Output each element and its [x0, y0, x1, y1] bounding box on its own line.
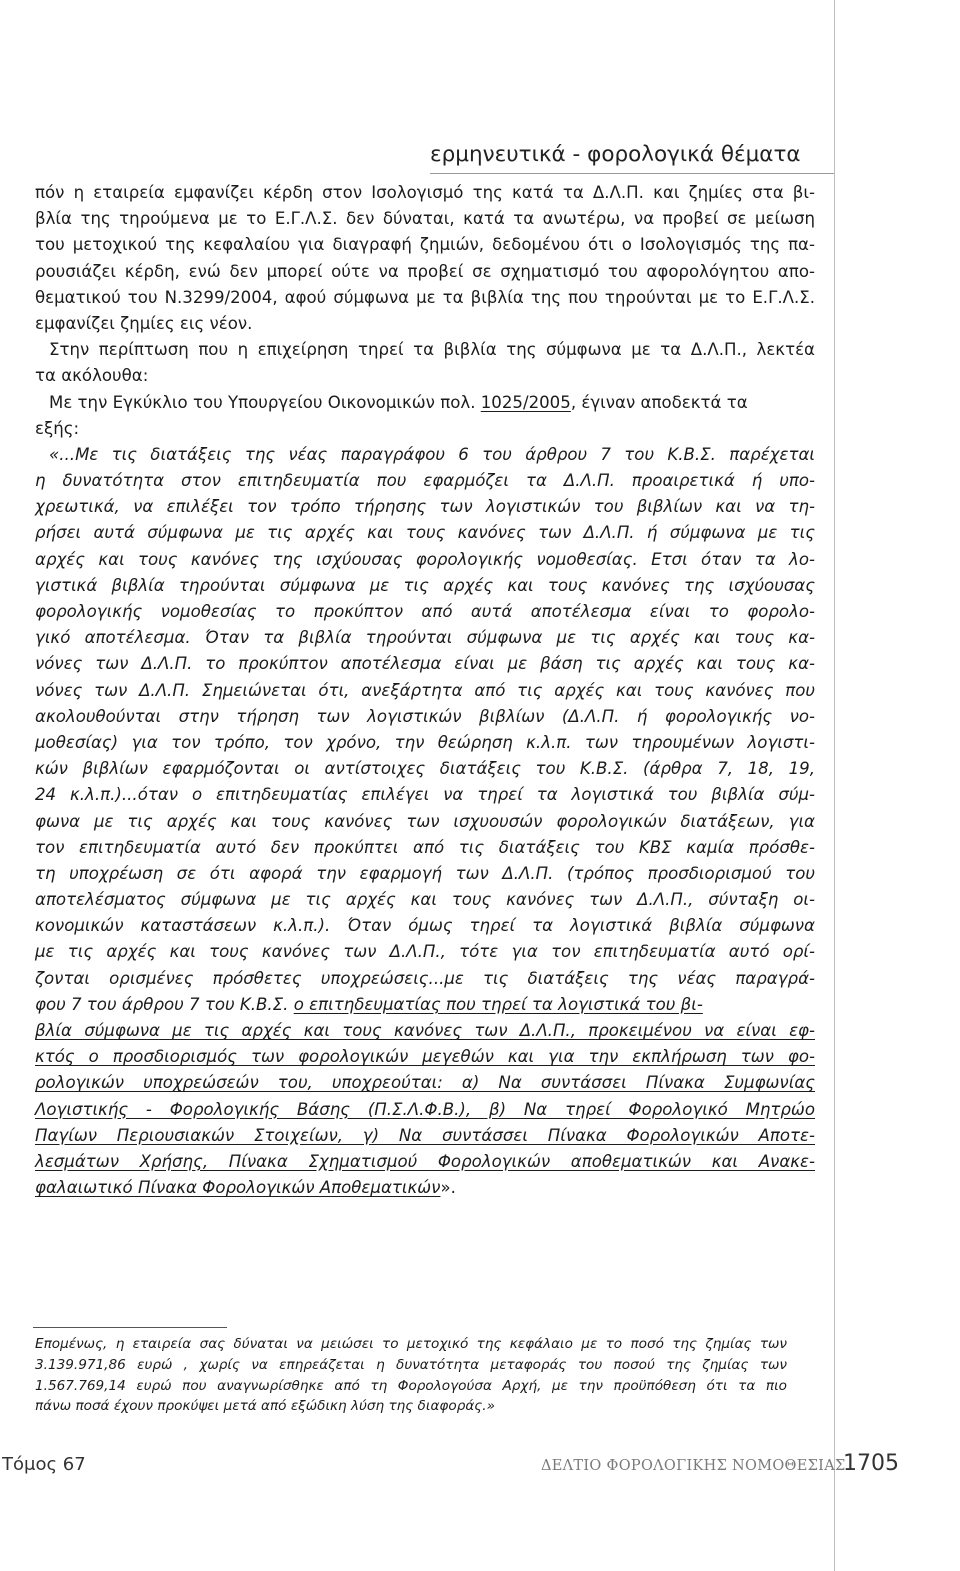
underlined-segment: ο επιτηδευματίας που τηρεί τα λογιστικά του βι-	[293, 994, 703, 1014]
right-margin-line	[834, 0, 835, 1571]
text-line: εξής:	[35, 418, 80, 438]
text-line: πόν η εταιρεία εμφανίζει κέρδη στον Ισολογισμό της κατά τα Δ.Λ.Π. και ζημίες στα βι-	[35, 183, 815, 202]
underlined-line: λεσμάτων Χρήσης, Πίνακα Σχηματισμού Φορολογικών αποθεματικών και Ανακε-	[35, 1151, 815, 1171]
footnote-line: 1.567.769,14 ευρώ που αναγνωρίσθηκε από τη Φορολογούσα Αρχή, με την προϋπόθεση ότι τα πιο	[35, 1377, 787, 1394]
underlined-line: κτός ο προσδιορισμός των φορολογικών μεγεθών και για την εκπλήρωση των φο-	[35, 1047, 815, 1067]
quote-line: κών βιβλίων εφαρμόζονται οι αντίστοιχες διατάξεις του Κ.Β.Σ. (άρθρα 7, 18, 19,	[35, 759, 815, 779]
text-line: βλία της τηρούμενα με το Ε.Γ.Λ.Σ. δεν δύναται, κατά τα ανωτέρω, να προβεί σε μείωση	[35, 209, 815, 229]
quote-line: αποτελέσματος σύμφωνα με τις αρχές και τους κανόνες των Δ.Λ.Π., σύνταξη οι-	[35, 890, 815, 910]
journal-name: ΔΕΛΤΙΟ ΦΟΡΟΛΟΓΙΚΗΣ ΝΟΜΟΘΕΣΙΑΣ	[541, 1458, 846, 1474]
text-line: θεματικού του Ν.3299/2004, αφού σύμφωνα με τα βιβλία της που τηρούνται με το Ε.Γ.Λ.Σ.	[35, 287, 815, 307]
underlined-line: Λογιστικής - Φορολογικής Βάσης (Π.Σ.Λ.Φ.Β.), β) Να τηρεί Φορολογικό Μητρώο	[35, 1099, 815, 1119]
quote-line: ρήσει αυτά σύμφωνα με τις αρχές και τους κανόνες των Δ.Λ.Π. ή σύμφωνα με τις	[35, 523, 815, 543]
quote-line: «...Με τις διατάξεις της νέας παραγράφου 6 του άρθρου 7 του Κ.Β.Σ. παρέχεται	[49, 444, 815, 464]
footnote-line: 3.139.971,86 ευρώ , χωρίς να επηρεάζεται η δυνατότητα μεταφοράς του ποσού της ζημίας των	[35, 1356, 787, 1373]
quote-close: ».	[440, 1178, 456, 1198]
text-segment: Με την Εγκύκλιο του Υπουργείου Οικονομικών πολ.	[49, 392, 481, 412]
quote-line: φορολογικής νομοθεσίας το προκύπτον από αυτά αποτέλεσμα είναι το φορολο-	[35, 602, 815, 621]
quote-line: ακολουθούνται στην τήρηση των λογιστικών βιβλίων (Δ.Λ.Π. ή φορολογικής νο-	[35, 706, 815, 726]
text-segment: , έγιναν αποδεκτά τα	[570, 392, 748, 412]
quote-line: νόνες των Δ.Λ.Π. το προκύπτον αποτέλεσμα είναι με βάση τις αρχές και τους κα-	[35, 654, 815, 674]
text-line: ρουσιάζει κέρδη, ενώ δεν μπορεί ούτε να προβεί σε σχηματισμό του αφορολόγητου απο-	[35, 261, 815, 281]
circular-reference-link[interactable]: 1025/2005	[480, 392, 571, 412]
quote-line	[35, 1175, 815, 1201]
text-line: Στην περίπτωση που η επιχείρηση τηρεί τα βιβλία της σύμφωνα με τα Δ.Λ.Π., λεκτέα	[49, 340, 815, 360]
quote-line: μοθεσίας) για τον τρόπο, τον χρόνο, την θεώρηση κ.λ.π. των τηρουμένων λογιστι-	[35, 732, 815, 752]
quote-line: 24 κ.λ.π.)...όταν ο επιτηδευματίας επιλέγει να τηρεί τα λογιστικά του βιβλία σύμ-	[35, 785, 815, 805]
quote-line: αρχές και τους κανόνες της ισχύουσας φορολογικής νομοθεσίας. Ετσι όταν τα λο-	[35, 549, 815, 569]
quote-line: κονομικών καταστάσεων κ.λ.π.). Όταν όμως τηρεί τα λογιστικά βιβλία σύμφωνα	[35, 916, 815, 936]
quote-line: νόνες των Δ.Λ.Π. Σημειώνεται ότι, ανεξάρτητα από τις αρχές και τους κανόνες που	[35, 680, 815, 700]
quote-line: η δυνατότητα στον επιτηδευματία που εφαρμόζει τα Δ.Λ.Π. προαιρετικά ή υπο-	[35, 471, 815, 491]
quote-line: φωνα με τις αρχές και τους κανόνες των ισχυουσών φορολογικών διατάξεων, για	[35, 811, 815, 831]
footnote-rule	[33, 1327, 227, 1328]
header-rule	[430, 173, 834, 174]
footnote-line: Επομένως, η εταιρεία σας δύναται να μειώσει το μετοχικό της κεφάλαιο με το ποσό της ζημίας των	[35, 1336, 787, 1352]
underlined-line: ρολογικών υποχρεώσεών του, υποχρεούται: α) Να συντάσσει Πίνακα Συμφωνίας	[35, 1073, 815, 1093]
footnote	[35, 1334, 787, 1417]
running-header: ερμηνευτικά - φορολογικά θέματα	[430, 142, 801, 167]
quote-line: ζονται ορισμένες πρόσθετες υποχρεώσεις...με τις διατάξεις της νέας παραγρά-	[35, 968, 815, 988]
quoted-circular	[35, 442, 815, 1201]
quote-line: γιστικά βιβλία τηρούνται σύμφωνα με τις αρχές και τους κανόνες της ισχύουσας	[35, 575, 815, 595]
page-number: 1705	[843, 1451, 899, 1476]
footnote-line: πάνω ποσά έχουν προκύψει μετά από εξώδικη λύση της διαφοράς.»	[35, 1398, 495, 1415]
quote-line: γικό αποτέλεσμα. Όταν τα βιβλία τηρούνται σύμφωνα με τις αρχές και τους κα-	[35, 628, 815, 648]
quote-line: χρεωτικά, να επιλέξει τον τρόπο τήρησης των λογιστικών του βιβλίων και να τη-	[35, 497, 815, 517]
underlined-line: Παγίων Περιουσιακών Στοιχείων, γ) Να συντάσσει Πίνακα Φορολογικών Αποτε-	[35, 1125, 815, 1145]
underlined-segment: φαλαιωτικό Πίνακα Φορολογικών Αποθεματικών	[35, 1178, 441, 1198]
text-line: του μετοχικού της κεφαλαίου για διαγραφή ζημιών, δεδομένου ότι ο Ισολογισμός της πα-	[35, 235, 815, 255]
quote-line: τον επιτηδευματία αυτό δεν προκύπτει από τις διατάξεις του ΚΒΣ καμία πρόσθε-	[35, 837, 815, 857]
underlined-line: βλία σύμφωνα με τις αρχές και τους κανόνες των Δ.Λ.Π., προκειμένου να είναι εφ-	[35, 1021, 815, 1040]
quote-line: με τις αρχές και τους κανόνες των Δ.Λ.Π., τότε για τον επιτηδευματία αυτό ορί-	[35, 942, 815, 962]
quote-line	[35, 992, 815, 1018]
text-line: τα ακόλουθα:	[35, 366, 149, 386]
text-line	[35, 390, 815, 416]
text-segment: φου 7 του άρθρου 7 του Κ.Β.Σ.	[35, 994, 294, 1014]
quote-line: τη υποχρέωση σε ότι αφορά την εφαρμογή των Δ.Λ.Π. (τρόπος προσδιορισμού του	[35, 863, 815, 883]
text-line: εμφανίζει ζημίες εις νέον.	[35, 313, 253, 333]
volume-label: Τόμος 67	[2, 1454, 86, 1475]
article-body	[35, 180, 815, 1201]
